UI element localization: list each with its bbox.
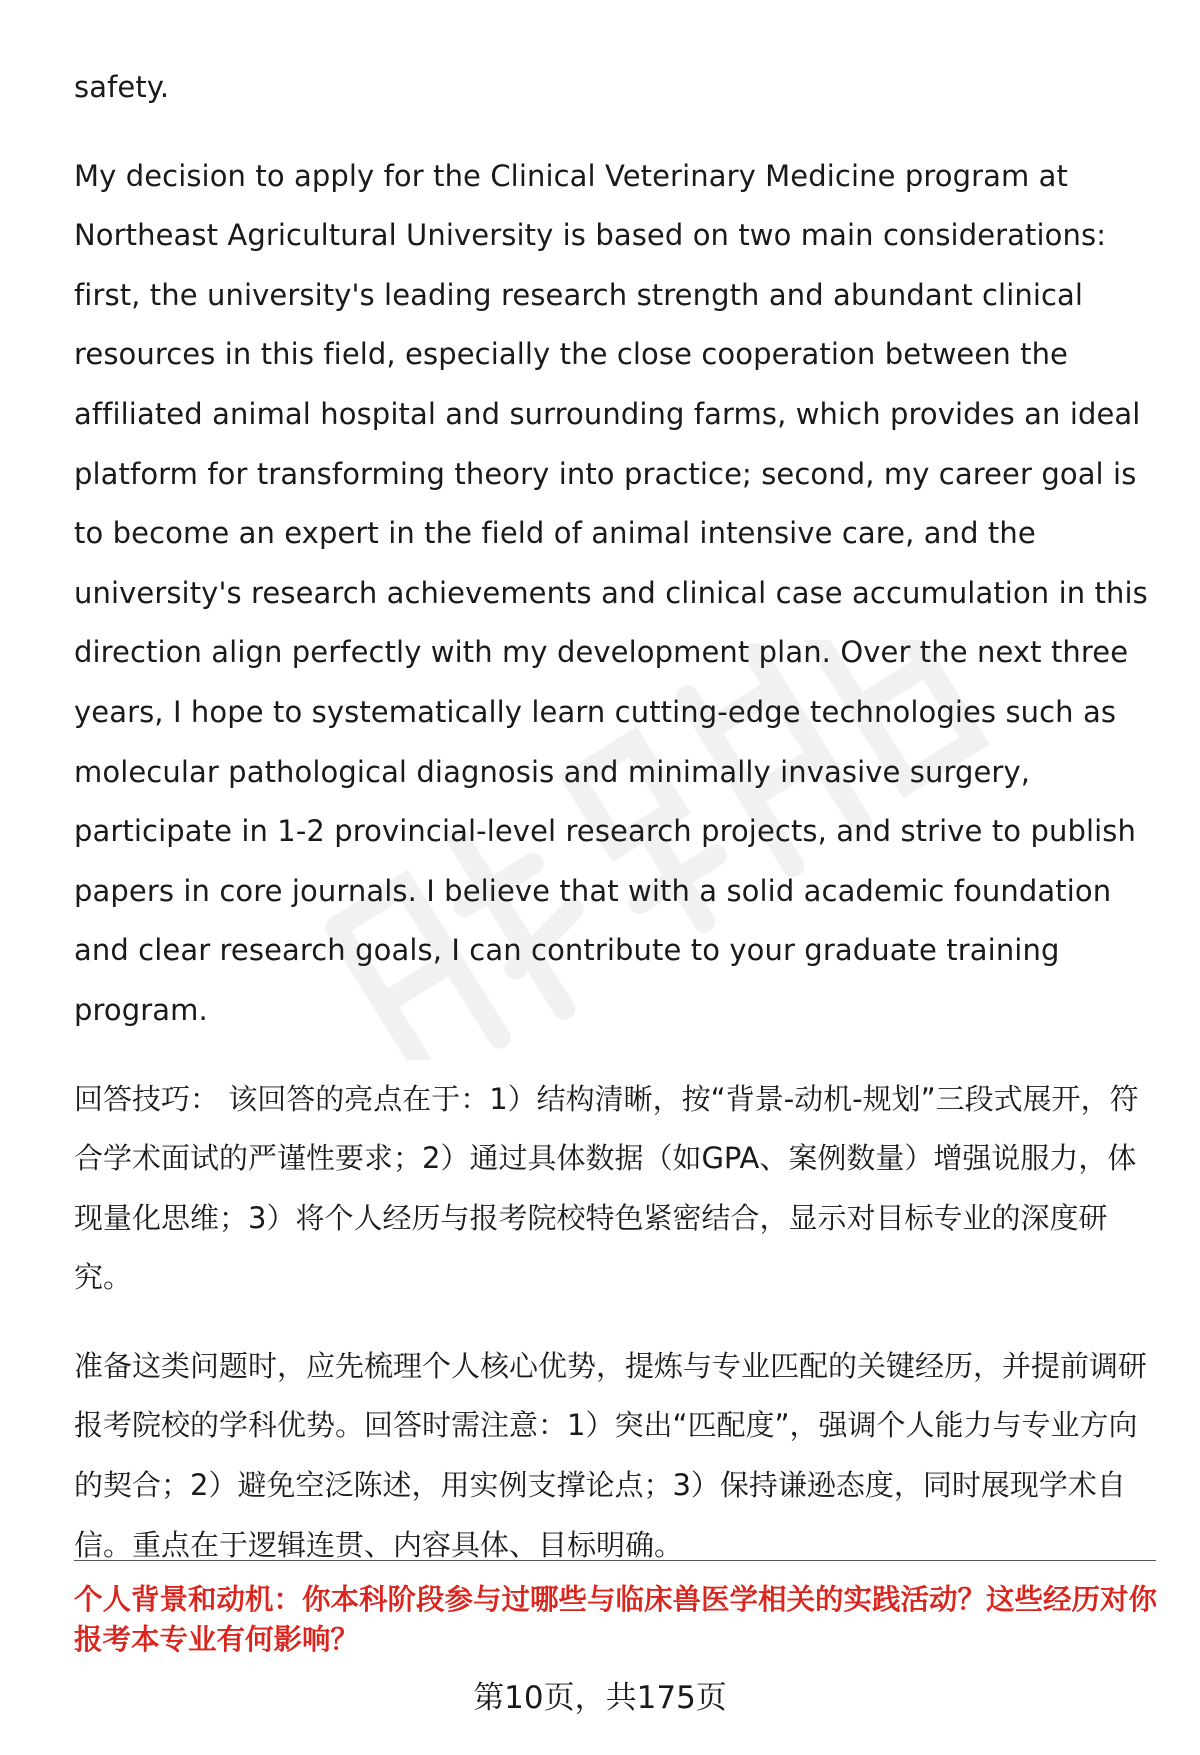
answer-tips-paragraph: 回答技巧： 该回答的亮点在于：1）结构清晰，按“背景-动机-规划”三段式展开，符合学术面试的严谨性要求；2）通过具体数据（如GPA、案例数量）增强说服力，体现量化思维；3）将个人经历与报考院校特色紧密结合，显示对目标专业的深度研究。 <box>74 1081 1139 1295</box>
main-content <box>74 58 1154 1575</box>
next-question-heading: 个人背景和动机：你本科阶段参与过哪些与临床兽医学相关的实践活动？这些经历对你报考本专业有何影响？ <box>74 1583 1158 1656</box>
section-divider <box>74 1560 1156 1561</box>
paragraph-continued: safety. <box>74 70 170 104</box>
page-number-footer: 第10页，共175页 <box>473 1680 727 1716</box>
preparation-advice-paragraph: 准备这类问题时，应先梳理个人核心优势，提炼与专业匹配的关键经历，并提前调研报考院校的学科优势。回答时需注意：1）突出“匹配度”，强调个人能力与专业方向的契合；2）避免空泛陈述，用实例支撑论点；3）保持谦逊态度，同时展现学术自信。重点在于逻辑连贯、内容具体、目标明确。 <box>74 1348 1148 1562</box>
paragraph-application-decision: My decision to apply for the Clinical Veterinary Medicine program at Northeast Agricultural University is based on two main considerations: first, the university's leading research strength and abundant clinical resources in this field, especially the close cooperation between the affiliated animal hospital and surrounding farms, which provides an ideal platform for transforming theory into practice; second, my career goal is to become an expert in the field of animal intensive care, and the university's research achievements and clinical case accumulation in this direction align perfectly with my development plan. Over the next three years, I hope to systematically learn cutting-edge technologies such as molecular pathological diagnosis and minimally invasive surgery, participate in 1-2 provincial-level research projects, and strive to publish papers in core journals. I believe that with a solid academic foundation and clear research goals, I can contribute to your graduate training program. <box>74 158 1148 1027</box>
